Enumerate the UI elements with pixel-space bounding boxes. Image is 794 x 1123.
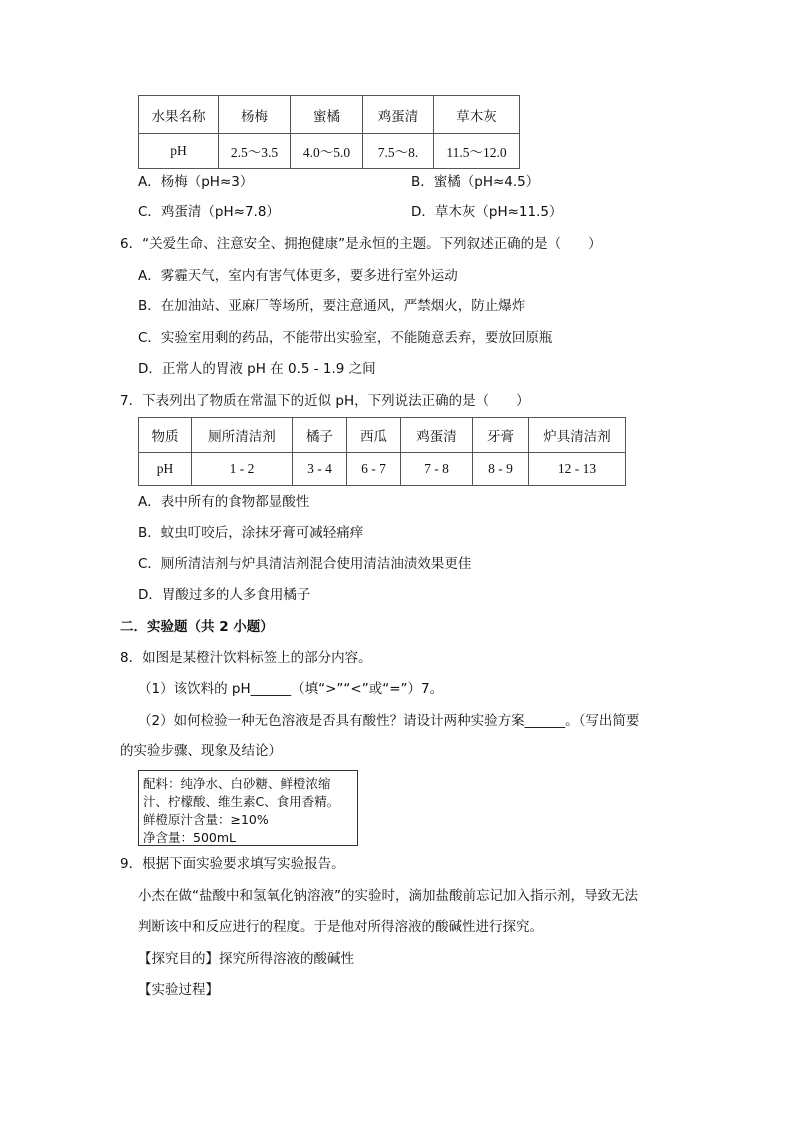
label-line: 汁、柠檬酸、维生素C、食用香精。 [143,794,340,809]
juice-label [138,770,358,846]
q7-option-d: D．胃酸过多的人多食用橘子 [138,587,311,603]
q5-option-b: B．蜜橘（pH≈4.5） [411,174,540,190]
table-cell: 11.5～12.0 [434,134,520,169]
q8-sub1: （1）该饮料的 pH______（填“>”“<”或“=”）7。 [138,681,444,697]
q7-option-c: C．厕所清洁剂与炉具清洁剂混合使用清洁油渍效果更佳 [138,556,472,572]
q5-option-c: C．鸡蛋清（pH≈7.8） [138,204,280,220]
table-cell: 3 - 4 [293,453,347,486]
table-header-cell: 蜜橘 [291,96,363,134]
table-header-cell: 草木灰 [434,96,520,134]
q9-stem: 9．根据下面实验要求填写实验报告。 [120,856,345,872]
q6-option-b: B．在加油站、亚麻厂等场所，要注意通风，严禁烟火，防止爆炸 [138,298,526,314]
q5-option-a: A．杨梅（pH≈3） [138,174,254,190]
table-header-cell: 橘子 [293,418,347,453]
q7-stem: 7．下表列出了物质在常温下的近似 pH，下列说法正确的是（ ） [120,393,530,409]
table-cell: 7.5～8. [363,134,434,169]
table-header-cell: 杨梅 [219,96,291,134]
fruit-ph-table [138,95,520,169]
q5-option-d: D．草木灰（pH≈11.5） [411,204,563,220]
table-cell: 8 - 9 [473,453,529,486]
table-header-cell: 西瓜 [347,418,401,453]
table-cell: 1 - 2 [192,453,293,486]
table-header-cell: 牙膏 [473,418,529,453]
section-title: 二．实验题（共 2 小题） [120,619,274,635]
label-line: 鲜橙原汁含量：≥10% [143,812,269,827]
table-cell: pH [139,453,192,486]
q7-option-a: A．表中所有的食物都显酸性 [138,494,310,510]
label-line: 配料：纯净水、白砂糖、鲜橙浓缩 [143,776,331,791]
q9-para-line2: 判断该中和反应进行的程度。于是他对所得溶液的酸碱性进行探究。 [138,919,543,935]
table-header-cell: 厕所清洁剂 [192,418,293,453]
label-line: 净含量：500mL [143,830,236,845]
q8-sub2-line2: 的实验步骤、现象及结论） [120,743,282,759]
q8-stem: 8．如图是某橙汁饮料标签上的部分内容。 [120,650,372,666]
table-header-cell: 炉具清洁剂 [529,418,626,453]
q8-sub2-line1: （2）如何检验一种无色溶液是否具有酸性？请设计两种实验方案______。（写出简要 [138,713,640,729]
table-cell: pH [139,134,219,169]
table-cell: 2.5～3.5 [219,134,291,169]
table-cell: 12 - 13 [529,453,626,486]
table-header-cell: 鸡蛋清 [363,96,434,134]
q6-option-d: D．正常人的胃液 pH 在 0.5 - 1.9 之间 [138,361,376,377]
table-header-cell: 水果名称 [139,96,219,134]
q9-purpose: 【探究目的】探究所得溶液的酸碱性 [138,951,354,967]
substance-ph-table [138,417,626,486]
q9-para-line1: 小杰在做“盐酸中和氢氧化钠溶液”的实验时，滴加盐酸前忘记加入指示剂，导致无法 [138,888,638,904]
q6-option-a: A．雾霾天气，室内有害气体更多，要多进行室外运动 [138,268,458,284]
table-header-cell: 物质 [139,418,192,453]
q6-stem: 6．“关爱生命、注意安全、拥抱健康”是永恒的主题。下列叙述正确的是（ ） [120,236,602,252]
table-cell: 6 - 7 [347,453,401,486]
q7-option-b: B．蚊虫叮咬后，涂抹牙膏可减轻痛痒 [138,525,364,541]
q9-process: 【实验过程】 [138,982,219,998]
table-cell: 7 - 8 [401,453,473,486]
table-header-cell: 鸡蛋清 [401,418,473,453]
q6-option-c: C．实验室用剩的药品，不能带出实验室，不能随意丢弃，要放回原瓶 [138,330,553,346]
table-cell: 4.0～5.0 [291,134,363,169]
